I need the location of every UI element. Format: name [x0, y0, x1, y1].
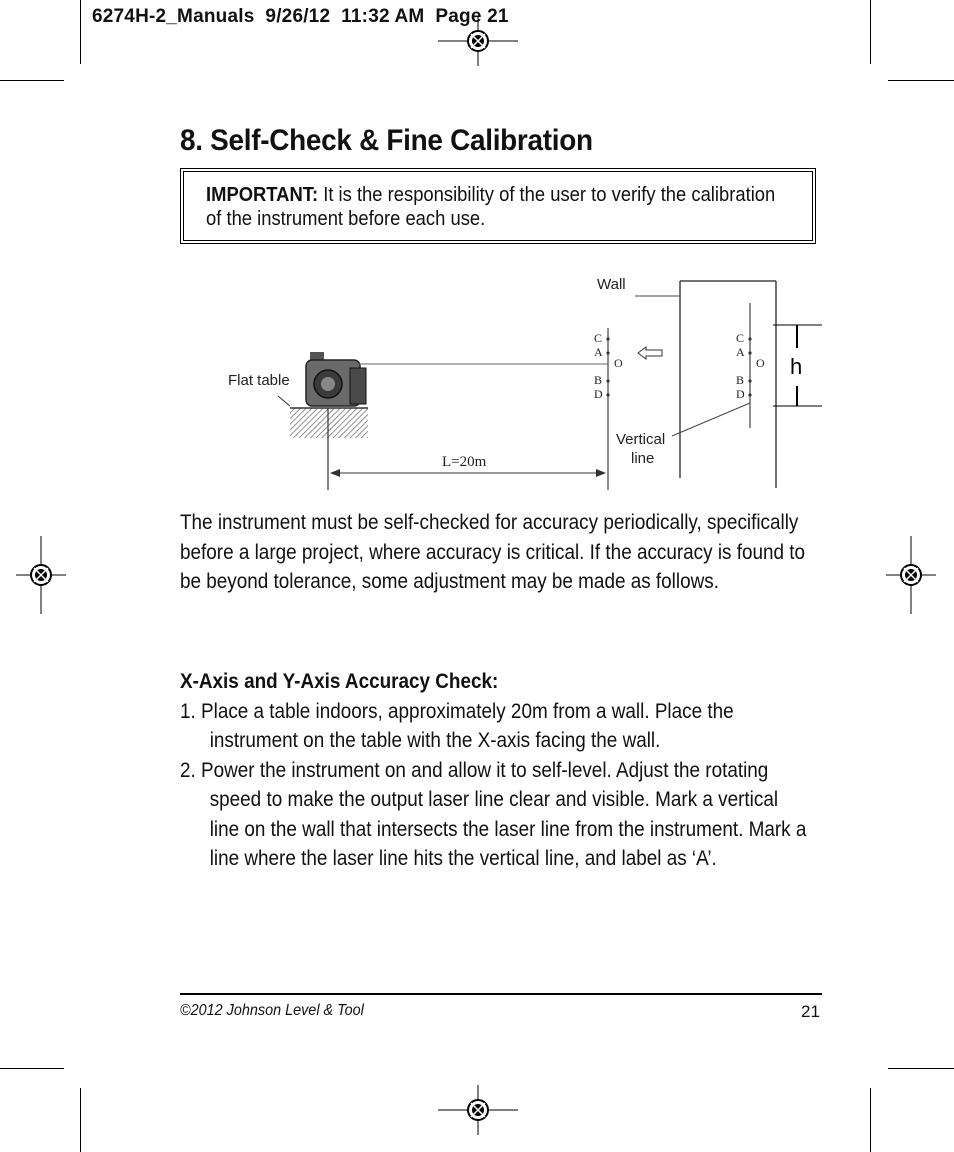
- crop-mark-bottom-right-horizontal: [888, 1068, 954, 1069]
- footer-rule: [180, 993, 822, 995]
- near-label-c: C: [594, 331, 603, 345]
- crop-mark-top-right-horizontal: [888, 80, 954, 81]
- calibration-diagram: [180, 268, 825, 496]
- footer-copyright: ©2012 Johnson Level & Tool: [180, 1002, 364, 1019]
- flat-table-surface: [290, 408, 368, 438]
- far-label-a: A: [736, 345, 745, 359]
- section-title: 8. Self-Check & Fine Calibration: [180, 124, 593, 157]
- registration-mark-bottom-icon: [438, 1085, 518, 1135]
- wall-label: Wall: [597, 276, 626, 293]
- intro-paragraph: The instrument must be self-checked for accuracy periodically, specifically before a large project, where accuracy is critical. If the accuracy is found to be beyond tolerance, some adjustment may be made as follows.: [180, 511, 806, 593]
- laser-level-icon: [306, 352, 366, 406]
- distance-arrow: [330, 469, 606, 477]
- print-slug: 6274H-2_Manuals 9/26/12 11:32 AM Page 21: [92, 6, 509, 27]
- registration-mark-top-icon: [438, 16, 518, 66]
- far-label-o: O: [756, 356, 765, 370]
- important-text: It is the responsibility of the user to verify the calibration of the instrument before each use.: [206, 184, 776, 230]
- distance-label: L=20m: [442, 454, 487, 470]
- important-label: IMPORTANT:: [206, 184, 319, 206]
- important-notice-box: [180, 168, 816, 244]
- flat-table-label: Flat table: [228, 372, 290, 389]
- registration-mark-left-icon: [16, 536, 66, 614]
- far-label-b: B: [736, 373, 745, 387]
- direction-arrow-icon: [638, 347, 662, 359]
- wall: [635, 281, 776, 488]
- near-label-o: O: [614, 356, 623, 370]
- accuracy-check-section: [180, 667, 810, 874]
- near-label-d: D: [594, 387, 603, 401]
- near-label-b: B: [594, 373, 603, 387]
- step-2: 2. Power the instrument on and allow it to self-level. Adjust the rotating speed to make the output laser line clear and visible. Mark a vertical line on the wall that intersects the laser line from the instrument. Mark a line where the laser line hits the vertical line, and label as ‘A’.: [180, 758, 807, 870]
- registration-mark-right-icon: [886, 536, 936, 614]
- far-label-d: D: [736, 387, 745, 401]
- vertical-line-label-1: Vertical: [616, 431, 666, 448]
- crop-mark-top-left-horizontal: [0, 80, 64, 81]
- page-number: 21: [801, 1002, 820, 1021]
- crop-mark-top-left-vertical: [80, 0, 81, 64]
- vertical-line-label-2: line: [631, 450, 655, 467]
- far-label-c: C: [736, 331, 745, 345]
- section-heading: X-Axis and Y-Axis Accuracy Check:: [180, 670, 499, 693]
- crop-mark-bottom-left-horizontal: [0, 1068, 64, 1069]
- h-label: h: [790, 354, 803, 379]
- near-label-a: A: [594, 345, 603, 359]
- crop-mark-bottom-right-vertical: [870, 1088, 871, 1152]
- crop-mark-bottom-left-vertical: [80, 1088, 81, 1152]
- step-1: 1. Place a table indoors, approximately 20m from a wall. Place the instrument on the table with the X-axis facing the wall.: [180, 699, 734, 752]
- crop-mark-top-right-vertical: [870, 0, 871, 64]
